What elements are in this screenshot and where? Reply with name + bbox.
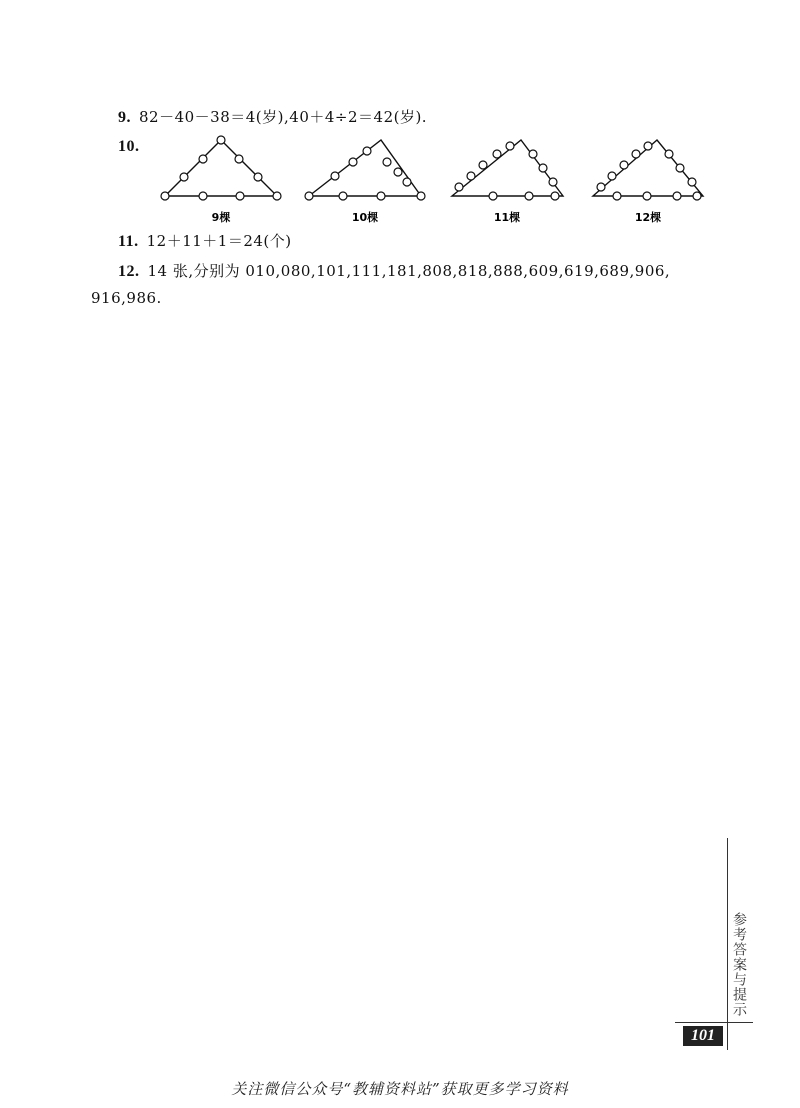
tree-planting-figures	[155, 132, 715, 228]
question-number: 11.	[118, 233, 139, 250]
tree-marker	[551, 192, 559, 200]
answer-text-continued: 916,986.	[91, 289, 162, 307]
tree-marker	[394, 168, 402, 176]
tree-marker	[489, 192, 497, 200]
tree-marker	[403, 178, 411, 186]
tree-marker	[339, 192, 347, 200]
tree-marker	[688, 178, 696, 186]
tree-marker	[539, 164, 547, 172]
tree-marker	[644, 142, 652, 150]
figure-label-10: 10棵	[351, 211, 379, 224]
tree-marker	[693, 192, 701, 200]
tree-marker	[377, 192, 385, 200]
tree-marker	[529, 150, 537, 158]
tree-marker	[383, 158, 391, 166]
tree-marker	[254, 173, 262, 181]
answer-12-line1	[118, 260, 670, 281]
tree-marker	[643, 192, 651, 200]
figure-label-12: 12棵	[634, 211, 662, 224]
figure-label-11: 11棵	[493, 211, 521, 224]
tree-marker	[479, 161, 487, 169]
tree-marker	[199, 192, 207, 200]
tree-marker	[273, 192, 281, 200]
tree-marker	[235, 155, 243, 163]
tree-marker	[525, 192, 533, 200]
tree-marker	[608, 172, 616, 180]
tree-marker	[455, 183, 463, 191]
question-number: 9.	[118, 109, 131, 126]
tree-marker	[549, 178, 557, 186]
answer-11	[118, 230, 292, 251]
tree-marker	[180, 173, 188, 181]
tree-marker	[199, 155, 207, 163]
tree-marker	[305, 192, 313, 200]
question-number: 10.	[118, 138, 140, 155]
tree-marker	[236, 192, 244, 200]
tree-marker	[597, 183, 605, 191]
tree-marker	[613, 192, 621, 200]
tree-marker	[331, 172, 339, 180]
footer-watermark: 关注微信公众号“教辅资料站”获取更多学习资料	[231, 1080, 569, 1098]
answer-10-number	[118, 137, 148, 156]
answer-12-line2	[91, 289, 162, 307]
triangle-figure-9	[165, 140, 277, 196]
answer-text: 82－40－38＝4(岁),40＋4÷2＝42(岁).	[139, 108, 428, 126]
answer-9	[118, 106, 427, 127]
tree-marker	[620, 161, 628, 169]
tree-marker	[506, 142, 514, 150]
answer-text: 14 张,分别为 010,080,101,111,181,808,818,888,609,619,689,906,	[147, 262, 671, 280]
tree-marker	[217, 136, 225, 144]
tree-marker	[632, 150, 640, 158]
section-title-vertical: 参考答案与提示	[731, 912, 747, 1017]
tree-marker	[161, 192, 169, 200]
tree-marker	[676, 164, 684, 172]
page-number: 101	[683, 1026, 723, 1046]
tree-marker	[673, 192, 681, 200]
question-number: 12.	[118, 263, 140, 280]
tree-marker	[417, 192, 425, 200]
tree-marker	[493, 150, 501, 158]
page-number-rule	[675, 1022, 753, 1023]
tree-marker	[349, 158, 357, 166]
tree-marker	[363, 147, 371, 155]
figure-label-9: 9棵	[211, 211, 231, 224]
answer-text: 12＋11＋1＝24(个)	[146, 232, 292, 250]
tree-marker	[665, 150, 673, 158]
sidebar-divider	[727, 838, 728, 1050]
tree-marker	[467, 172, 475, 180]
